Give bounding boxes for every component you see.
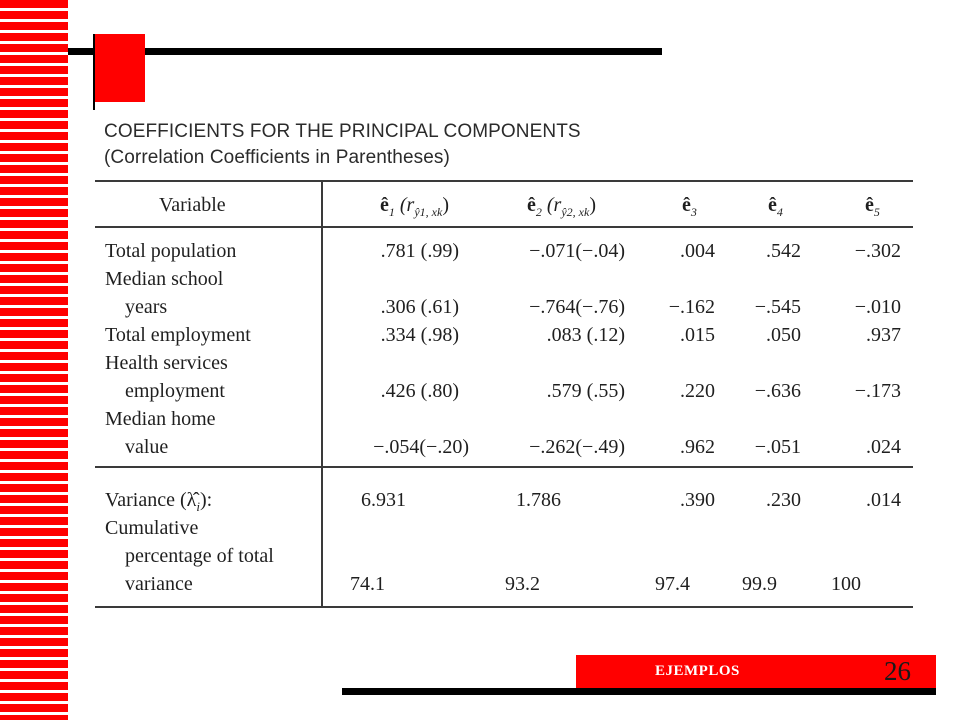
row-e1: .781 (.99) bbox=[380, 240, 459, 262]
row-e2: .083 (.12) bbox=[546, 324, 625, 346]
variance-e4: .230 bbox=[766, 489, 801, 511]
cumulative-e4: 99.9 bbox=[742, 573, 777, 595]
row-e4: −.051 bbox=[754, 436, 801, 458]
cumulative-e3: 97.4 bbox=[655, 573, 690, 595]
row-e1: .306 (.61) bbox=[380, 296, 459, 318]
header-rule bbox=[95, 226, 913, 228]
row-e4: −.636 bbox=[754, 380, 801, 402]
row-label: Health services bbox=[105, 352, 228, 374]
header-e3: $ê_3$ bbox=[682, 194, 697, 219]
table-vertical-rule bbox=[321, 180, 323, 608]
row-e2: .579 (.55) bbox=[546, 380, 625, 402]
header-variable: Variable bbox=[159, 194, 226, 216]
header-e5: $ê_5$ bbox=[865, 194, 880, 219]
variance-e2: 1.786 bbox=[516, 489, 561, 511]
header-e1: $ê_1$ $(r_{ŷ1, xk})$ bbox=[380, 194, 449, 219]
row-e5: −.302 bbox=[854, 240, 901, 262]
cumulative-label-cont: variance bbox=[125, 573, 193, 595]
row-label-cont: employment bbox=[125, 380, 225, 402]
footer-red-band bbox=[576, 655, 936, 689]
red-block-edge bbox=[93, 34, 95, 110]
row-e1: .426 (.80) bbox=[380, 380, 459, 402]
row-e5: −.173 bbox=[854, 380, 901, 402]
cumulative-label-cont: percentage of total bbox=[125, 545, 274, 567]
header-e2: $ê_2$ $(r_{ŷ2, xk})$ bbox=[527, 194, 596, 219]
cumulative-e1: 74.1 bbox=[350, 573, 385, 595]
row-e4: .050 bbox=[766, 324, 801, 346]
row-e3: .220 bbox=[680, 380, 715, 402]
cumulative-e5: 100 bbox=[831, 573, 861, 595]
variance-e5: .014 bbox=[866, 489, 901, 511]
title-line-1: COEFFICIENTS FOR THE PRINCIPAL COMPONENTS bbox=[104, 121, 581, 142]
row-e4: .542 bbox=[766, 240, 801, 262]
row-label: Total employment bbox=[105, 324, 251, 346]
header-e4: $ê_4$ bbox=[768, 194, 783, 219]
cumulative-label: Cumulative bbox=[105, 517, 199, 539]
top-divider-bar bbox=[68, 48, 662, 55]
variance-e3: .390 bbox=[680, 489, 715, 511]
table-top-rule bbox=[95, 180, 913, 182]
cumulative-e2: 93.2 bbox=[505, 573, 540, 595]
row-label: Total population bbox=[105, 240, 237, 262]
row-e5: .024 bbox=[866, 436, 901, 458]
row-e3: .004 bbox=[680, 240, 715, 262]
variance-e1: 6.931 bbox=[361, 489, 406, 511]
slide-title bbox=[104, 119, 581, 171]
section-rule bbox=[95, 466, 913, 468]
row-e2: −.262(−.49) bbox=[529, 436, 625, 458]
row-e5: .937 bbox=[866, 324, 901, 346]
row-e4: −.545 bbox=[754, 296, 801, 318]
decorative-stripes bbox=[0, 0, 68, 720]
coefficients-table bbox=[95, 180, 915, 610]
row-e5: −.010 bbox=[854, 296, 901, 318]
page-number: 26 bbox=[884, 656, 911, 686]
red-accent-block bbox=[94, 34, 145, 102]
row-e3: .015 bbox=[680, 324, 715, 346]
row-e2: −.071(−.04) bbox=[529, 240, 625, 262]
footer-label: EJEMPLOS bbox=[655, 663, 740, 679]
row-e1: .334 (.98) bbox=[380, 324, 459, 346]
row-label: Median home bbox=[105, 408, 216, 430]
row-label-cont: value bbox=[125, 436, 169, 458]
title-line-2: (Correlation Coefficients in Parentheses) bbox=[104, 147, 450, 168]
row-label: Median school bbox=[105, 268, 224, 290]
row-e3: .962 bbox=[680, 436, 715, 458]
variance-label: Variance $(\lambdâ_i)$: bbox=[105, 489, 213, 514]
row-label-cont: years bbox=[125, 296, 168, 318]
row-e1: −.054(−.20) bbox=[373, 436, 469, 458]
row-e2: −.764(−.76) bbox=[529, 296, 625, 318]
row-e3: −.162 bbox=[668, 296, 715, 318]
footer-black-bar bbox=[342, 688, 936, 695]
table-bottom-rule bbox=[95, 606, 913, 608]
